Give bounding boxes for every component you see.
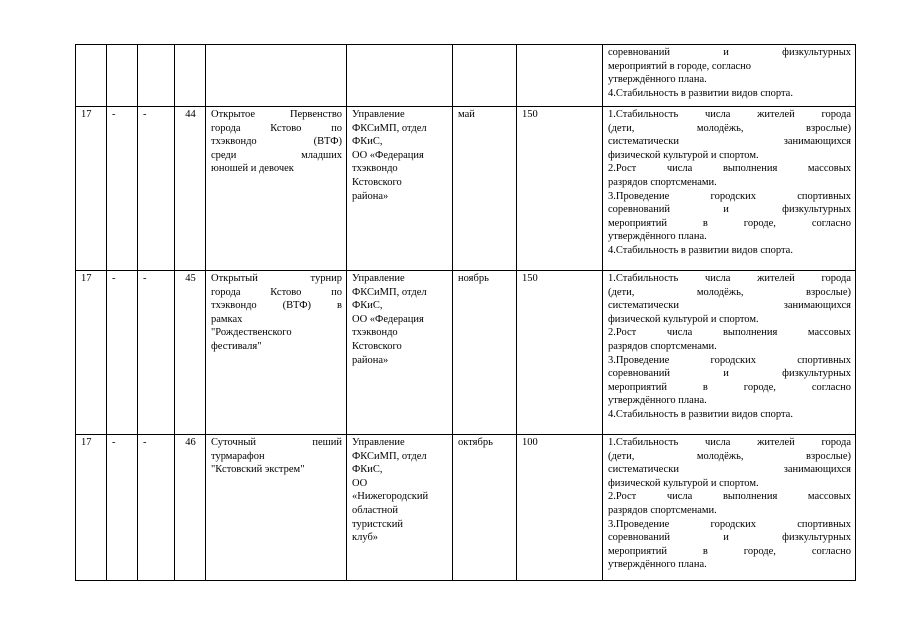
organizer-cell: Управление ФКСиМП, отдел ФКиС, ОО «Нижегородский областной туристский клуб» [347, 435, 453, 581]
count-cell: 150 [517, 271, 603, 435]
effects-cell: соревнований и физкультурных мероприятий в городе, согласно утверждённого плана. 4.Стабильность в развитии видов спорта. [603, 45, 856, 107]
event-number-cell: 45 [175, 271, 206, 435]
event-number-cell: 46 [175, 435, 206, 581]
effects-cell: 1.Стабильность числа жителей города (дети, молодёжь, взрослые) систематически занимающихся физической культурой и спортом. 2.Рост числа выполнения массовых разрядов спортсменами. 3.Проведение городских спортивных соревнований и физкультурных мероприятий в городе, согласно утверждённого плана. [603, 435, 856, 581]
organizer-cell: Управление ФКСиМП, отдел ФКиС, ОО «Федерация тхэквондо Кстовского района» [347, 271, 453, 435]
effects-cell: 1.Стабильность числа жителей города (дети, молодёжь, взрослые) систематически занимающихся физической культурой и спортом. 2.Рост числа выполнения массовых разрядов спортсменами. 3.Проведение городских спортивных соревнований и физкультурных мероприятий в городе, согласно утверждённого плана. 4.Стабильность в развитии видов спорта. [603, 107, 856, 271]
month-cell: ноябрь [453, 271, 517, 435]
col-2-cell: - [107, 107, 138, 271]
col-2-cell: - [107, 435, 138, 581]
event-name-cell: Открытое Первенство города Кстово по тхэквондо (ВТФ) среди младших юношей и девочек [206, 107, 347, 271]
col-3-cell: - [138, 107, 175, 271]
table-row [76, 271, 856, 435]
col-3-cell: - [138, 435, 175, 581]
month-cell: май [453, 107, 517, 271]
col-3-cell: - [138, 271, 175, 435]
effects-cell: 1.Стабильность числа жителей города (дети, молодёжь, взрослые) систематически занимающихся физической культурой и спортом. 2.Рост числа выполнения массовых разрядов спортсменами. 3.Проведение городских спортивных соревнований и физкультурных мероприятий в городе, согласно утверждённого плана. 4.Стабильность в развитии видов спорта. [603, 271, 856, 435]
events-table [75, 44, 856, 581]
organizer-cell: Управление ФКСиМП, отдел ФКиС, ОО «Федерация тхэквондо Кстовского района» [347, 107, 453, 271]
event-name-cell: Суточный пеший турмарафон "Кстовский экстрем" [206, 435, 347, 581]
table-row [76, 435, 856, 581]
table-row [76, 107, 856, 271]
col-1-cell: 17 [76, 271, 107, 435]
col-2-cell: - [107, 271, 138, 435]
count-cell: 150 [517, 107, 603, 271]
event-number-cell: 44 [175, 107, 206, 271]
count-cell: 100 [517, 435, 603, 581]
month-cell: октябрь [453, 435, 517, 581]
table-row-continuation [76, 45, 856, 107]
col-1-cell: 17 [76, 107, 107, 271]
col-1-cell: 17 [76, 435, 107, 581]
event-name-cell: Открытый турнир города Кстово по тхэквондо (ВТФ) в рамках "Рождественского фестиваля" [206, 271, 347, 435]
